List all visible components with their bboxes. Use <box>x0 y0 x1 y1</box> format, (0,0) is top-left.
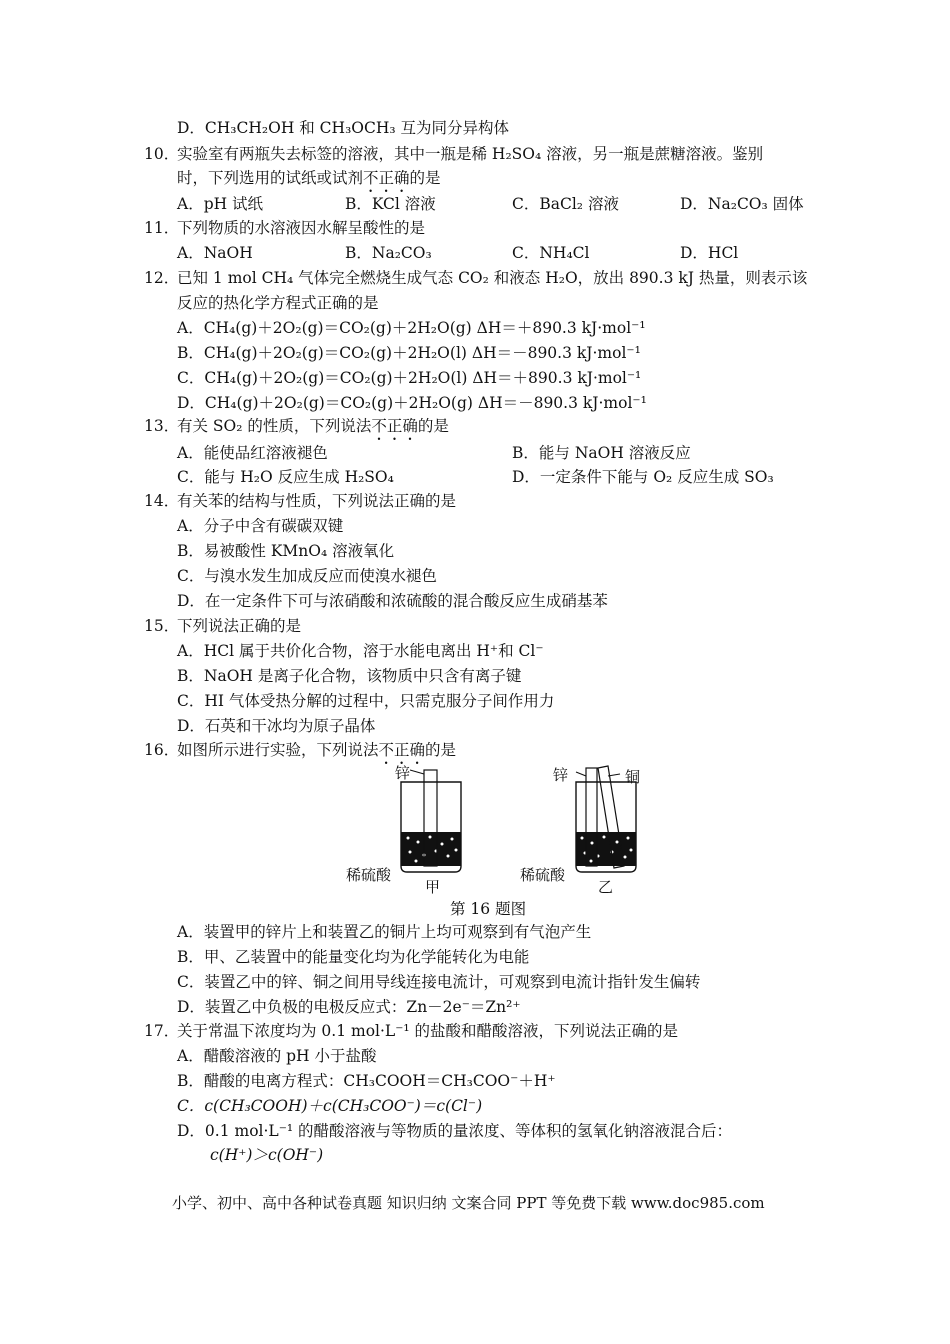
q10-option-a: A．pH 试纸 <box>177 195 264 213</box>
q9-option-d: D．CH₃CH₂OH 和 CH₃OCH₃ 互为同分异构体 <box>177 119 510 137</box>
q12-stem-line1: 已知 1 mol CH₄ 气体完全燃烧生成气态 CO₂ 和液态 H₂O，放出 890.3 kJ 热量，则表示该 <box>177 269 808 287</box>
q15-option-d: D．石英和干冰均为原子晶体 <box>177 717 376 735</box>
q13-number: 13． <box>144 417 180 435</box>
q17-option-a: A．醋酸溶液的 pH 小于盐酸 <box>177 1047 377 1065</box>
label-jia: 甲 <box>425 878 441 896</box>
q17-option-d-line2: c(H⁺)＞c(OH⁻) <box>210 1146 324 1164</box>
q16-option-d: D．装置乙中负极的电极反应式：Zn－2e⁻＝Zn²⁺ <box>177 998 521 1016</box>
q16-option-b: B．甲、乙装置中的能量变化均为化学能转化为电能 <box>177 948 530 966</box>
beaker-jia <box>401 770 461 872</box>
q11-option-a: A．NaOH <box>177 244 253 262</box>
q14-option-b: B．易被酸性 KMnO₄ 溶液氧化 <box>177 542 395 560</box>
q13-option-d: D．一定条件下能与 O₂ 反应生成 SO₃ <box>512 468 774 486</box>
emphasis-not-correct: 不正确 <box>371 417 418 435</box>
q14-option-c: C．与溴水发生加成反应而使溴水褪色 <box>177 567 437 585</box>
q10-option-c: C．BaCl₂ 溶液 <box>512 195 619 213</box>
q17-option-d-line1: D．0.1 mol·L⁻¹ 的醋酸溶液与等物质的量浓度、等体积的氢氧化钠溶液混合后： <box>177 1122 733 1140</box>
q13-option-c: C．能与 H₂O 反应生成 H₂SO₄ <box>177 468 394 486</box>
q14-option-d: D．在一定条件下可与浓硝酸和浓硫酸的混合酸反应生成硝基苯 <box>177 592 608 610</box>
q13-option-a: A．能使品红溶液褪色 <box>177 444 328 462</box>
q14-number: 14． <box>144 492 180 510</box>
emphasis-not-correct: 不正确 <box>363 169 410 187</box>
q15-option-c: C．HI 气体受热分解的过程中，只需克服分子间作用力 <box>177 692 555 710</box>
figure-caption: 第 16 题图 <box>450 900 527 918</box>
q10-stem-line2: 时，下列选用的试纸或试剂不正确的是 <box>177 169 441 187</box>
q17-stem: 关于常温下浓度均为 0.1 mol·L⁻¹ 的盐酸和醋酸溶液，下列说法正确的是 <box>177 1022 679 1040</box>
q10-option-d: D．Na₂CO₃ 固体 <box>680 195 804 213</box>
q12-option-c: C．CH₄(g)＋2O₂(g)＝CO₂(g)＋2H₂O(l) ΔH＝＋890.3 kJ·mol⁻¹ <box>177 369 642 387</box>
q10-stem-line1: 实验室有两瓶失去标签的溶液，其中一瓶是稀 H₂SO₄ 溶液，另一瓶是蔗糖溶液。鉴别 <box>177 145 764 163</box>
q16-stem: 如图所示进行实验，下列说法不正确的是 <box>177 741 457 759</box>
q13-option-b: B．能与 NaOH 溶液反应 <box>512 444 691 462</box>
q11-option-c: C．NH₄Cl <box>512 244 590 262</box>
label-yi: 乙 <box>598 878 614 896</box>
q15-option-b: B．NaOH 是离子化合物，该物质中只含有离子键 <box>177 667 522 685</box>
q12-option-a: A．CH₄(g)＋2O₂(g)＝CO₂(g)＋2H₂O(g) ΔH＝＋890.3 kJ·mol⁻¹ <box>177 319 646 337</box>
q16-number: 16． <box>144 741 180 759</box>
q12-option-b: B．CH₄(g)＋2O₂(g)＝CO₂(g)＋2H₂O(l) ΔH＝－890.3 kJ·mol⁻¹ <box>177 344 641 362</box>
q12-number: 12． <box>144 269 180 287</box>
q11-stem: 下列物质的水溶液因水解呈酸性的是 <box>177 219 426 237</box>
q10-number: 10． <box>144 145 180 163</box>
q14-option-a: A．分子中含有碳碳双键 <box>177 517 344 535</box>
q15-number: 15． <box>144 617 180 635</box>
q17-number: 17． <box>144 1022 180 1040</box>
q12-stem-line2: 反应的热化学方程式正确的是 <box>177 294 379 312</box>
page-footer: 小学、初中、高中各种试卷真题 知识归纳 文案合同 PPT 等免费下载 www.doc985.com <box>172 1194 765 1212</box>
label-zinc-yi: 锌 <box>553 766 569 784</box>
q16-option-c: C．装置乙中的锌、铜之间用导线连接电流计，可观察到电流计指针发生偏转 <box>177 973 701 991</box>
q14-stem: 有关苯的结构与性质，下列说法正确的是 <box>177 492 457 510</box>
q12-option-d: D．CH₄(g)＋2O₂(g)＝CO₂(g)＋2H₂O(g) ΔH＝－890.3 kJ·mol⁻¹ <box>177 394 647 412</box>
q11-option-b: B．Na₂CO₃ <box>345 244 432 262</box>
q17-option-c: C．c(CH₃COOH)＋c(CH₃COO⁻)＝c(Cl⁻) <box>177 1097 483 1115</box>
q16-option-a: A．装置甲的锌片上和装置乙的铜片上均可观察到有气泡产生 <box>177 923 592 941</box>
label-copper-yi: 铜 <box>625 768 641 786</box>
q11-option-d: D．HCl <box>680 244 739 262</box>
label-acid-jia: 稀硫酸 <box>346 866 392 884</box>
label-acid-yi: 稀硫酸 <box>520 866 566 884</box>
q11-number: 11． <box>144 219 180 237</box>
emphasis-not-correct: 不正确 <box>378 741 426 759</box>
q13-stem: 有关 SO₂ 的性质，下列说法不正确的是 <box>177 417 449 435</box>
q10-option-b: B．KCl 溶液 <box>345 195 436 213</box>
q15-option-a: A．HCl 属于共价化合物，溶于水能电离出 H⁺和 Cl⁻ <box>177 642 544 660</box>
q15-stem: 下列说法正确的是 <box>177 617 302 635</box>
q17-option-b: B．醋酸的电离方程式：CH₃COOH＝CH₃COO⁻＋H⁺ <box>177 1072 556 1090</box>
label-zinc-jia: 锌 <box>395 764 411 782</box>
